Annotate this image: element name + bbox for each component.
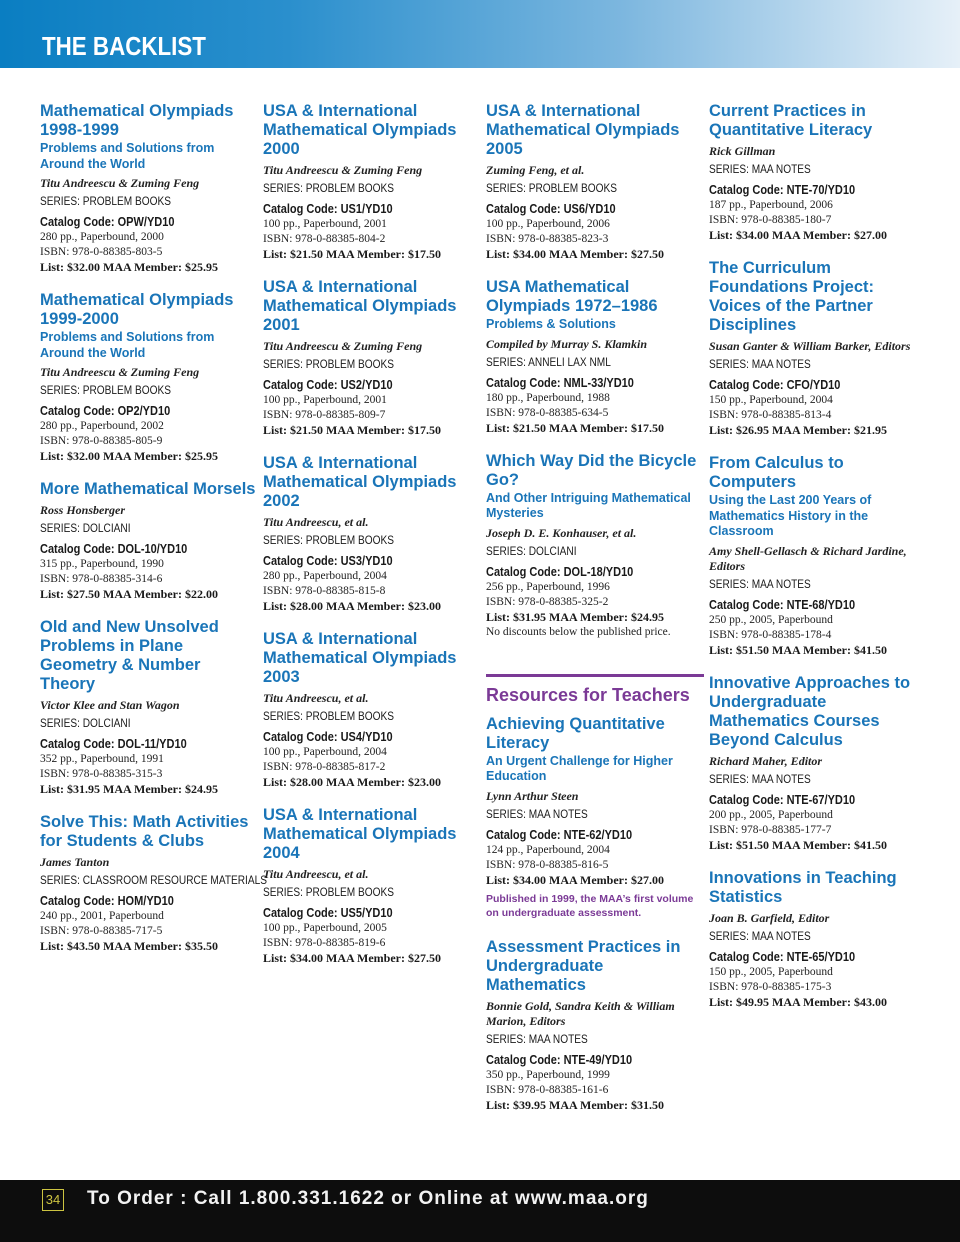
book-author: Titu Andreescu & Zuming Feng: [40, 176, 200, 190]
book-title[interactable]: Old and New Unsolved Problems in Plane Geometry & Number Theory: [40, 618, 219, 693]
book-title[interactable]: USA & International Mathematical Olympiads 2001: [263, 278, 457, 334]
book-detail: 100 pp., Paperbound, 2005: [263, 922, 387, 934]
page-title: THE BACKLIST: [42, 31, 206, 61]
book-detail: ISBN: 978-0-88385-315-3: [40, 768, 163, 780]
book-series: SERIES: MAA NOTES: [486, 1033, 588, 1046]
book-detail: ISBN: 978-0-88385-823-3: [486, 233, 609, 245]
book-title[interactable]: USA & International Mathematical Olympiads 2003: [263, 630, 457, 686]
book-series: SERIES: DOLCIANI: [486, 545, 577, 558]
book-series: SERIES: PROBLEM BOOKS: [263, 535, 395, 547]
book-detail: ISBN: 978-0-88385-175-3: [709, 980, 832, 993]
catalog-code: Catalog Code: NML-33/YD10: [486, 375, 634, 390]
book-detail: 280 pp., Paperbound, 2000: [40, 231, 164, 243]
book-series: SERIES: PROBLEM BOOKS: [263, 183, 395, 195]
book-author: Compiled by Murray S. Klamkin: [486, 336, 648, 351]
book-author: Zuming Feng, et al.: [486, 163, 585, 177]
book-subtitle: Problems and Solutions from Around the World: [40, 330, 215, 360]
catalog-code: Catalog Code: DOL-10/YD10: [40, 542, 188, 556]
book-price: List: $21.50 MAA Member: $17.50: [486, 420, 664, 435]
book-entry: [486, 715, 704, 888]
book-title[interactable]: More Mathematical Morsels: [40, 480, 256, 498]
book-series: SERIES: DOLCIANI: [40, 718, 131, 730]
book-series: SERIES: DOLCIANI: [40, 523, 131, 535]
book-price: List: $21.50 MAA Member: $17.50: [263, 247, 441, 261]
book-detail: 100 pp., Paperbound, 2001: [263, 394, 387, 406]
book-price: List: $32.00 MAA Member: $25.95: [40, 449, 218, 463]
column-2: [263, 102, 481, 982]
book-entry: [486, 102, 704, 262]
book-title[interactable]: Which Way Did the Bicycle Go?: [486, 451, 697, 489]
book-series: SERIES: MAA NOTES: [709, 359, 811, 371]
book-price: List: $51.50 MAA Member: $41.50: [709, 642, 887, 657]
book-price: List: $49.95 MAA Member: $43.00: [709, 994, 887, 1009]
book-title[interactable]: Mathematical Olympiads 1999-2000: [40, 291, 234, 328]
catalog-code: Catalog Code: US2/YD10: [263, 378, 393, 392]
book-series: SERIES: PROBLEM BOOKS: [486, 183, 618, 195]
book-entry: [40, 813, 267, 954]
book-author: Lynn Arthur Steen: [486, 788, 579, 803]
book-entry: [486, 452, 704, 640]
book-detail: 150 pp., Paperbound, 2004: [709, 394, 833, 406]
book-detail: ISBN: 978-0-88385-180-7: [709, 214, 832, 226]
book-detail: 280 pp., Paperbound, 2002: [40, 420, 164, 432]
book-series: SERIES: PROBLEM BOOKS: [263, 359, 395, 371]
book-entry: [709, 102, 927, 243]
book-title[interactable]: Solve This: Math Activities for Students & Clubs: [40, 813, 249, 850]
catalog-code: Catalog Code: OPW/YD10: [40, 215, 175, 229]
book-entry: [263, 278, 481, 438]
book-title[interactable]: USA & International Mathematical Olympiads 2004: [263, 806, 457, 862]
book-title[interactable]: Mathematical Olympiads 1998-1999: [40, 102, 234, 139]
catalog-code: Catalog Code: OP2/YD10: [40, 404, 171, 418]
book-series: SERIES: MAA NOTES: [709, 164, 811, 176]
book-title[interactable]: USA & International Mathematical Olympiads 2002: [263, 454, 457, 510]
book-entry: [709, 674, 927, 853]
book-author: Titu Andreescu & Zuming Feng: [263, 163, 423, 177]
book-price: List: $28.00 MAA Member: $23.00: [263, 599, 441, 613]
book-title[interactable]: Current Practices in Quantitative Literacy: [709, 102, 873, 139]
book-entry: [40, 480, 258, 602]
catalog-code: Catalog Code: NTE-49/YD10: [486, 1052, 633, 1067]
catalog-code: Catalog Code: US1/YD10: [263, 202, 393, 216]
book-detail: ISBN: 978-0-88385-803-5: [40, 246, 163, 258]
book-title[interactable]: From Calculus to Computers: [709, 454, 844, 491]
book-author: Titu Andreescu, et al.: [263, 691, 369, 705]
book-author: Victor Klee and Stan Wagon: [40, 698, 180, 712]
book-subtitle: And Other Intriguing Mathematical Mysteries: [486, 490, 691, 520]
book-entry: [40, 102, 258, 275]
book-author: Bonnie Gold, Sandra Keith & William Marion, Editors: [486, 998, 675, 1028]
book-series: SERIES: ANNELI LAX NML: [486, 356, 611, 369]
catalog-code: Catalog Code: DOL-11/YD10: [40, 737, 187, 751]
book-title[interactable]: Innovative Approaches to Undergraduate Mathematics Courses Beyond Calculus: [709, 673, 911, 749]
book-detail: 187 pp., Paperbound, 2006: [709, 199, 833, 211]
book-series: SERIES: MAA NOTES: [486, 808, 588, 821]
book-author: Joseph D. E. Konhauser, et al.: [486, 525, 637, 540]
book-title[interactable]: USA Mathematical Olympiads 1972–1986: [486, 278, 658, 315]
catalog-code: Catalog Code: US6/YD10: [486, 202, 616, 216]
book-price: List: $34.00 MAA Member: $27.50: [486, 247, 664, 261]
book-detail: ISBN: 978-0-88385-817-2: [263, 761, 386, 773]
book-detail: ISBN: 978-0-88385-634-5: [486, 406, 609, 419]
book-title[interactable]: USA & International Mathematical Olympiads 2000: [263, 102, 457, 158]
book-series: SERIES: PROBLEM BOOKS: [40, 385, 172, 397]
book-detail: 150 pp., 2005, Paperbound: [709, 965, 833, 978]
book-author: Ross Honsberger: [40, 503, 126, 517]
catalog-code: Catalog Code: US5/YD10: [263, 906, 393, 920]
book-entry: [709, 259, 927, 438]
book-detail: ISBN: 978-0-88385-813-4: [709, 409, 832, 421]
book-detail: ISBN: 978-0-88385-325-2: [486, 595, 609, 608]
book-title[interactable]: Achieving Quantitative Literacy: [486, 714, 665, 752]
book-detail: ISBN: 978-0-88385-816-5: [486, 858, 609, 871]
book-entry: [263, 806, 481, 966]
book-author: Rick Gillman: [709, 144, 776, 158]
catalog-code: Catalog Code: US4/YD10: [263, 730, 393, 744]
section-heading: Resources for Teachers: [486, 684, 690, 705]
book-detail: ISBN: 978-0-88385-314-6: [40, 573, 163, 585]
book-detail: 200 pp., 2005, Paperbound: [709, 808, 833, 821]
book-series: SERIES: MAA NOTES: [709, 773, 811, 786]
book-entry: [263, 102, 481, 262]
book-detail: ISBN: 978-0-88385-178-4: [709, 628, 832, 641]
book-price: List: $34.00 MAA Member: $27.00: [709, 228, 887, 242]
column-1: [40, 102, 267, 970]
book-subtitle: Using the Last 200 Years of Mathematics History in the Classroom: [709, 493, 872, 538]
order-info: To Order : Call 1.800.331.1622 or Online at www.maa.org: [87, 1188, 649, 1209]
book-author: Titu Andreescu, et al.: [263, 867, 369, 881]
book-price: List: $21.50 MAA Member: $17.50: [263, 423, 441, 437]
book-detail: ISBN: 978-0-88385-809-7: [263, 409, 386, 421]
book-series: SERIES: PROBLEM BOOKS: [40, 196, 172, 208]
book-price: List: $31.95 MAA Member: $24.95: [40, 782, 218, 796]
book-price: List: $31.95 MAA Member: $24.95: [486, 609, 664, 624]
book-author: James Tanton: [40, 855, 110, 869]
book-subtitle: Problems & Solutions: [486, 317, 616, 331]
column-3: [486, 102, 704, 1129]
book-series: SERIES: PROBLEM BOOKS: [263, 711, 395, 723]
book-price: List: $28.00 MAA Member: $23.00: [263, 775, 441, 789]
book-title[interactable]: The Curriculum Foundations Project: Voices of the Partner Disciplines: [709, 259, 874, 334]
book-title[interactable]: Innovations in Teaching Statistics: [709, 868, 897, 906]
book-author: Titu Andreescu & Zuming Feng: [263, 339, 423, 353]
book-price: List: $43.50 MAA Member: $35.50: [40, 939, 218, 953]
price-note: No discounts below the published price.: [486, 625, 671, 638]
book-detail: 100 pp., Paperbound, 2001: [263, 218, 387, 230]
catalog-code: Catalog Code: NTE-65/YD10: [709, 949, 856, 964]
book-detail: ISBN: 978-0-88385-804-2: [263, 233, 386, 245]
book-detail: 250 pp., 2005, Paperbound: [709, 613, 833, 626]
book-author: Susan Ganter & William Barker, Editors: [709, 339, 911, 353]
book-detail: 315 pp., Paperbound, 1990: [40, 558, 164, 570]
book-series: SERIES: MAA NOTES: [709, 578, 811, 591]
book-subtitle: Problems and Solutions from Around the World: [40, 141, 215, 171]
book-detail: 350 pp., Paperbound, 1999: [486, 1068, 610, 1081]
book-author: Joan B. Garfield, Editor: [709, 910, 830, 925]
book-entry: [709, 454, 927, 658]
book-entry: [40, 618, 258, 797]
book-price: List: $34.00 MAA Member: $27.50: [263, 951, 441, 965]
book-author: Titu Andreescu, et al.: [263, 515, 369, 529]
book-detail: 124 pp., Paperbound, 2004: [486, 843, 610, 856]
book-detail: 100 pp., Paperbound, 2004: [263, 746, 387, 758]
book-detail: ISBN: 978-0-88385-717-5: [40, 925, 163, 937]
book-price: List: $26.95 MAA Member: $21.95: [709, 423, 887, 437]
book-detail: ISBN: 978-0-88385-161-6: [486, 1083, 609, 1096]
book-detail: 352 pp., Paperbound, 1991: [40, 753, 164, 765]
book-detail: ISBN: 978-0-88385-815-8: [263, 585, 386, 597]
header-banner: [0, 0, 960, 68]
catalog-code: Catalog Code: HOM/YD10: [40, 894, 174, 908]
book-detail: 256 pp., Paperbound, 1996: [486, 580, 610, 593]
book-author: Richard Maher, Editor: [709, 753, 823, 768]
book-detail: ISBN: 978-0-88385-805-9: [40, 435, 163, 447]
book-series: SERIES: MAA NOTES: [709, 930, 811, 943]
book-detail: 100 pp., Paperbound, 2006: [486, 218, 610, 230]
book-title[interactable]: Assessment Practices in Undergraduate Mathematics: [486, 937, 681, 994]
book-price: List: $27.50 MAA Member: $22.00: [40, 587, 218, 601]
book-entry: [486, 938, 704, 1113]
book-series: SERIES: PROBLEM BOOKS: [263, 887, 395, 899]
book-author: Titu Andreescu & Zuming Feng: [40, 365, 200, 379]
book-entry: [263, 454, 481, 614]
page-number: 34: [42, 1189, 64, 1211]
catalog-code: Catalog Code: NTE-68/YD10: [709, 597, 856, 612]
book-price: List: $39.95 MAA Member: $31.50: [486, 1097, 664, 1112]
column-3-entries: [486, 102, 704, 640]
teachers-entries: [486, 715, 704, 1113]
catalog-code: Catalog Code: DOL-18/YD10: [486, 564, 634, 579]
catalog-code: Catalog Code: NTE-70/YD10: [709, 183, 856, 197]
book-entry: [40, 291, 258, 464]
book-entry: [709, 869, 927, 1010]
section-blurb: Published in 1999, the MAA’s first volume on undergraduate assessment.: [486, 892, 694, 919]
book-detail: 280 pp., Paperbound, 2004: [263, 570, 387, 582]
book-subtitle: An Urgent Challenge for Higher Education: [486, 753, 673, 783]
footer-bar: [0, 1180, 960, 1242]
book-detail: 240 pp., 2001, Paperbound: [40, 910, 164, 922]
column-4: [709, 102, 927, 1026]
catalog-code: Catalog Code: US3/YD10: [263, 554, 393, 568]
book-price: List: $34.00 MAA Member: $27.00: [486, 872, 664, 887]
book-price: List: $32.00 MAA Member: $25.95: [40, 260, 218, 274]
catalog-code: Catalog Code: CFO/YD10: [709, 378, 841, 392]
book-author: Amy Shell-Gellasch & Richard Jardine, Editors: [709, 543, 907, 573]
book-price: List: $51.50 MAA Member: $41.50: [709, 837, 887, 852]
book-detail: ISBN: 978-0-88385-819-6: [263, 937, 386, 949]
catalog-code: Catalog Code: NTE-62/YD10: [486, 827, 633, 842]
book-detail: 180 pp., Paperbound, 1988: [486, 391, 610, 404]
book-title[interactable]: USA & International Mathematical Olympiads 2005: [486, 102, 680, 158]
book-entry: [486, 278, 704, 436]
catalog-code: Catalog Code: NTE-67/YD10: [709, 792, 856, 807]
book-entry: [263, 630, 481, 790]
teachers-section: [486, 674, 704, 1113]
book-detail: ISBN: 978-0-88385-177-7: [709, 823, 832, 836]
book-series: SERIES: CLASSROOM RESOURCE MATERIALS: [40, 875, 267, 887]
